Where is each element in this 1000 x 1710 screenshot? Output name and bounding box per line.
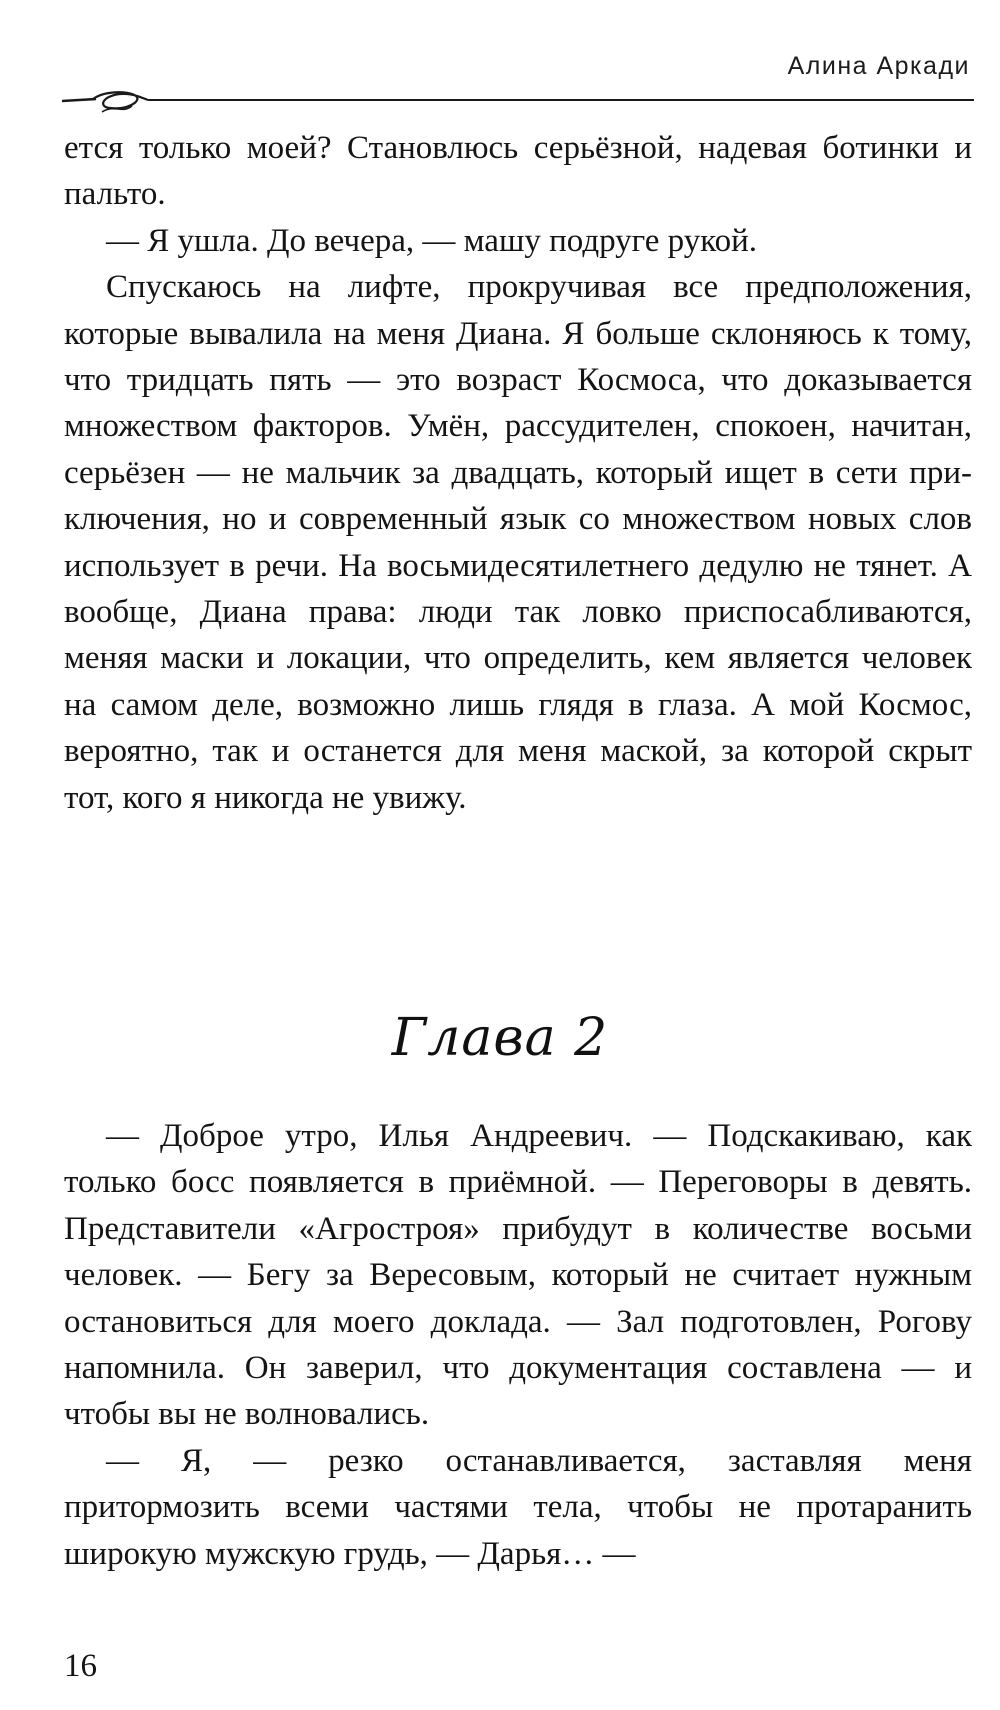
running-head-author: Алина Аркади <box>787 52 970 80</box>
paragraph: — Я ушла. До вечера, — машу подруге рукой. <box>106 222 758 259</box>
paragraph: Спускаюсь на лифте, прокручивая все предположения, которые вывалила на меня Диана. Я больше склоняюсь к тому, что тридцать пять — это возраст Космоса, что доказывается множеством факторов. Умён, рассудителен, спокоен, начитан, серьёзен — не мальчик за двадцать, который ищет в сети приключения, но и современный язык со множеством новых слов использует в речи. На восьмидесятилетнего дедулю не тянет. А вообще, Диана права: люди так ловко приспосабливаются, меняя маски и локации, что определить, кем является человек на самом деле, возможно лишь глядя в глаза. А мой Космос, вероятно, так и останется для меня маской, за которой скрыт тот, кого я никогда не увижу. <box>64 269 972 816</box>
header-ornament-rule <box>62 88 974 118</box>
page-number: 16 <box>64 1648 97 1684</box>
paragraph: — Я, — резко останавливается, заставляя меня притормозить всеми частями тела, чтобы не протаранить широкую мужскую грудь, — Дарья… — <box>64 1442 972 1572</box>
body-text-after-chapter <box>64 1113 972 1577</box>
paragraph: — Доброе утро, Илья Андреевич. — Подскакиваю, как только босс появляется в приёмной. — Переговоры в девять. Представители «Агростроя» прибудут в количестве восьми человек. — Бегу за Вересовым, который не считает нужным остановиться для моего доклада. — Зал подготовлен, Рогову напомнила. Он заверил, что документация составлена — и чтобы вы не волновались. <box>64 1118 972 1433</box>
chapter-heading: Глава 2 <box>391 1008 609 1068</box>
paragraph: ется только моей? Становлюсь серьёзной, надевая ботинки и пальто. <box>64 130 972 213</box>
body-text-before-chapter <box>64 125 972 821</box>
